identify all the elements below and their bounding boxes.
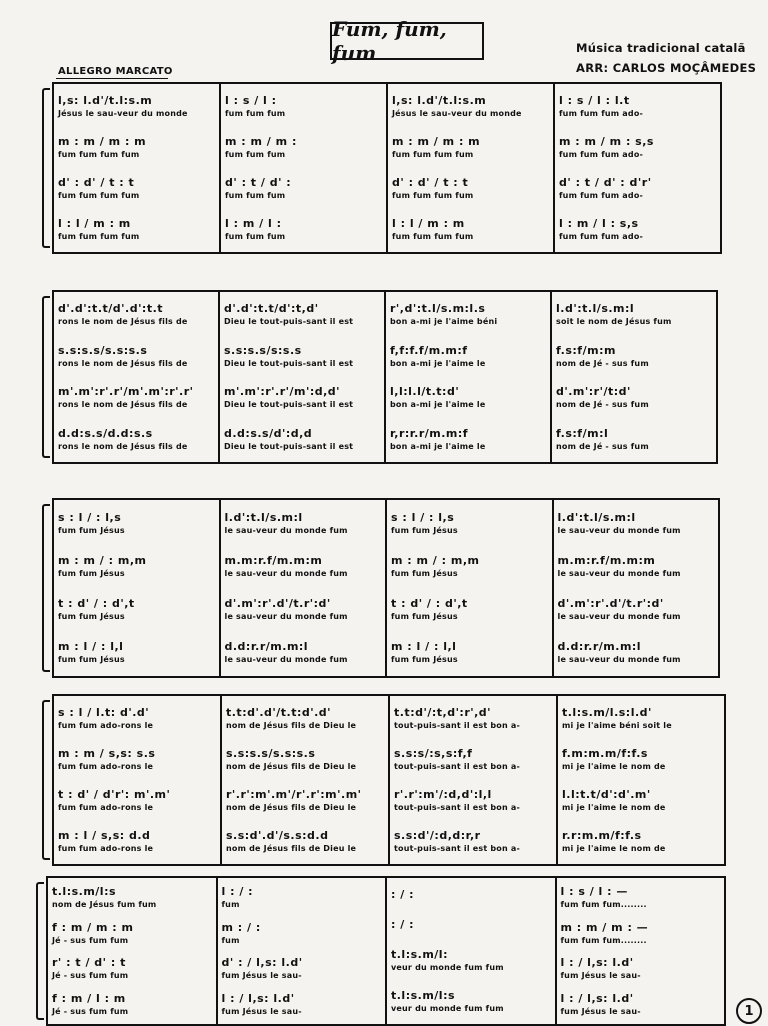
voice-line [562, 788, 720, 813]
solfa-notes: f.m:m.m/f:f.s [562, 747, 648, 760]
voice-line [226, 706, 384, 731]
voice-line [394, 829, 552, 854]
lyrics: fum fum fum fum [392, 232, 474, 241]
voice-line [225, 597, 382, 622]
solfa-notes: s : l / : l,s [391, 511, 455, 524]
solfa-notes: l : / : [221, 885, 254, 899]
voice-line [561, 921, 721, 946]
lyrics: fum fum fum fum [58, 191, 140, 200]
solfa-notes: l : s / l : [225, 94, 277, 107]
solfa-notes: f : m / l : m [52, 991, 126, 1005]
voice-line [58, 427, 214, 452]
voice-line [58, 829, 216, 854]
voice-line [390, 302, 546, 327]
lyrics: tout-puis-sant il est bon a- [394, 721, 520, 730]
lyrics: soit le nom de Jésus fum [556, 317, 672, 327]
lyrics: nom de Jésus fils de Dieu le [226, 844, 357, 853]
solfa-notes: t : d' / : d',t [391, 597, 468, 610]
lyrics: rons le nom de Jésus fils de [58, 400, 188, 410]
lyrics: le sau-veur du monde fum [557, 526, 681, 535]
solfa-notes: t : d' / d'r': m'.m' [58, 788, 171, 801]
lyrics: nom de Jésus fum fum [52, 900, 157, 910]
voice-line [558, 554, 715, 579]
solfa-notes: m : m / : m,m [58, 554, 147, 567]
voice-line [392, 176, 549, 201]
voice-line [58, 302, 214, 327]
voice-line [391, 640, 548, 665]
voice-line [58, 176, 215, 201]
solfa-notes: s : l / l.t: d'.d' [58, 706, 150, 719]
solfa-notes: l.l:t.t/d':d'.m' [562, 788, 651, 801]
voice-line [226, 829, 384, 854]
solfa-notes: r.r:m.m/f:f.s [562, 829, 642, 842]
lyrics: mi je l'aime le nom de [562, 762, 666, 771]
lyrics: nom de Jé - sus fum [556, 358, 649, 368]
lyrics: Dieu le tout-puis-sant il est [224, 441, 354, 451]
lyrics: fum Jésus le sau- [221, 1006, 302, 1016]
voice-line [556, 427, 712, 452]
voice-line [559, 135, 716, 160]
lyrics: Jé - sus fum fum [52, 1006, 129, 1016]
solfa-notes: m : l / : l,l [58, 640, 124, 653]
solfa-notes: d'.m':r'.d'/t.r':d' [557, 597, 664, 610]
lyrics: fum fum fum ado- [559, 232, 644, 241]
lyrics: fum Jésus le sau- [221, 971, 302, 981]
voice-line [224, 427, 380, 452]
voice-line [58, 706, 216, 731]
voice-line [58, 597, 215, 622]
voice-line [559, 94, 716, 119]
system-brace [36, 882, 44, 1020]
voice-line [224, 344, 380, 369]
measure [555, 84, 720, 252]
voice-line [391, 554, 548, 579]
lyrics: fum fum fum fum [392, 150, 474, 159]
lyrics: bon a-mi je l'aime le [390, 358, 486, 368]
solfa-notes: d' : d' / t : t [392, 176, 469, 189]
score-system [52, 498, 720, 678]
voice-line [562, 829, 720, 854]
solfa-notes: t.l:s.m/l:s [52, 885, 117, 899]
lyrics: le sau-veur du monde fum [224, 526, 348, 535]
lyrics: bon a-mi je l'aime le [390, 400, 486, 410]
voice-line [225, 94, 382, 119]
lyrics: fum [221, 935, 240, 945]
lyrics: tout-puis-sant il est bon a- [394, 844, 520, 853]
solfa-notes: r',d':t.l/s.m:l.s [390, 302, 486, 316]
voice-line [58, 511, 215, 536]
solfa-notes: m : m / m : [225, 135, 297, 148]
solfa-notes: m : l / : l,l [391, 640, 457, 653]
lyrics: fum fum fum fum [58, 150, 140, 159]
solfa-notes: t.t:d'.d'/t.t:d'.d' [226, 706, 332, 719]
voice-line [561, 992, 721, 1017]
voice-line [562, 747, 720, 772]
credit-arranger: ARR: CARLOS MOÇÂMEDES [576, 61, 757, 75]
solfa-notes: l : s / l : l.t [559, 94, 630, 107]
solfa-notes: t.l:s.m/l.s:l.d' [562, 706, 652, 719]
lyrics: fum fum ado-rons le [58, 844, 154, 853]
solfa-notes: d' : d' / t : t [58, 176, 135, 189]
measure [221, 84, 388, 252]
solfa-notes: s.s:d'.d'/s.s:d.d [226, 829, 329, 842]
solfa-notes: l : l / m : m [58, 217, 131, 230]
measure [222, 696, 390, 864]
voice-line [222, 921, 382, 946]
voice-line [58, 135, 215, 160]
solfa-notes: d' : / l,s: l.d' [221, 956, 303, 970]
solfa-notes: : / : [391, 918, 414, 931]
solfa-notes: r'.r':m'/:d,d':l,l [394, 788, 492, 801]
lyrics: Jésus le sau-veur du monde [392, 109, 522, 118]
solfa-notes: : / : [391, 888, 414, 901]
voice-line [58, 788, 216, 813]
measure [48, 878, 218, 1024]
solfa-notes: d.d:s.s/d.d:s.s [58, 426, 153, 440]
voice-line [391, 888, 551, 902]
measure [388, 84, 555, 252]
lyrics: fum fum fum [225, 232, 286, 241]
score-system [52, 82, 722, 254]
tempo-marking: ALLEGRO MARCATO [58, 66, 173, 77]
voice-line [222, 956, 382, 981]
lyrics: Jésus le sau-veur du monde [58, 109, 188, 118]
solfa-notes: l : m / l : s,s [559, 217, 639, 230]
voice-line [556, 385, 712, 410]
lyrics: fum fum Jésus [58, 655, 125, 664]
solfa-notes: s.s:s.s/s.s:s.s [58, 343, 148, 357]
lyrics: fum fum Jésus [58, 612, 125, 621]
measure [218, 878, 388, 1024]
voice-line [222, 885, 382, 910]
lyrics: fum fum fum [225, 109, 286, 118]
measure [558, 696, 724, 864]
measure [54, 292, 220, 462]
lyrics: mi je l'aime béni soit le [562, 721, 672, 730]
voice-line [225, 554, 382, 579]
lyrics: nom de Jésus fils de Dieu le [226, 721, 357, 730]
solfa-notes: r,r:r.r/m.m:f [390, 426, 469, 440]
voice-line [390, 344, 546, 369]
solfa-notes: s : l / : l,s [58, 511, 122, 524]
voice-line [52, 956, 212, 981]
measure [54, 500, 221, 676]
voice-line [394, 706, 552, 731]
measure [387, 878, 557, 1024]
lyrics: fum fum Jésus [391, 612, 458, 621]
solfa-notes: d'.d':t.t/d':t,d' [224, 302, 319, 316]
solfa-notes: l.d':t.l/s.m:l [224, 511, 303, 524]
lyrics: fum fum Jésus [391, 526, 458, 535]
solfa-notes: d.d:s.s/d':d,d [224, 426, 313, 440]
solfa-notes: l : / l,s: l.d' [560, 956, 634, 970]
measure [54, 696, 222, 864]
measure [220, 292, 386, 462]
lyrics: mi je l'aime le nom de [562, 803, 666, 812]
voice-line [559, 176, 716, 201]
voice-line [392, 135, 549, 160]
lyrics: Jé - sus fum fum [52, 971, 129, 981]
voice-line [225, 135, 382, 160]
solfa-notes: t.t:d'/:t,d':r',d' [394, 706, 492, 719]
solfa-notes: m.m:r.f/m.m:m [224, 554, 323, 567]
page-number: 1 [736, 998, 762, 1024]
voice-line [224, 385, 380, 410]
voice-line [391, 511, 548, 536]
solfa-notes: m.m:r.f/m.m:m [557, 554, 656, 567]
solfa-notes: m : m / m : — [560, 920, 649, 934]
solfa-notes: d'.m':r'/t:d' [556, 385, 631, 399]
voice-line [390, 427, 546, 452]
lyrics: fum fum fum ado- [559, 109, 644, 118]
solfa-notes: f.s:f/m:l [556, 426, 609, 440]
solfa-notes: l : / l,s: l.d' [221, 991, 295, 1005]
voice-line [391, 948, 551, 973]
lyrics: fum fum ado-rons le [58, 803, 154, 812]
voice-line [58, 94, 215, 119]
solfa-notes: r'.r':m'.m'/r'.r':m'.m' [226, 788, 362, 801]
voice-line [391, 597, 548, 622]
lyrics: fum fum ado-rons le [58, 762, 154, 771]
solfa-notes: m : m / m : m [392, 135, 481, 148]
lyrics: fum fum Jésus [391, 569, 458, 578]
measure [554, 500, 719, 676]
voice-line [225, 176, 382, 201]
lyrics: le sau-veur du monde fum [557, 612, 681, 621]
solfa-notes: m : / : [221, 920, 261, 934]
solfa-notes: r' : t / d' : t [52, 956, 126, 970]
voice-line [52, 921, 212, 946]
voice-line [226, 788, 384, 813]
measure [387, 500, 554, 676]
solfa-notes: l,l:l.l/t.t:d' [390, 385, 460, 399]
system-brace [42, 700, 50, 860]
voice-line [391, 918, 551, 932]
lyrics: fum fum ado-rons le [58, 721, 154, 730]
lyrics: fum fum Jésus [58, 569, 125, 578]
voice-line [558, 511, 715, 536]
solfa-notes: t : d' / : d',t [58, 597, 135, 610]
lyrics: fum [221, 900, 240, 910]
measure [557, 878, 725, 1024]
lyrics: mi je l'aime le nom de [562, 844, 666, 853]
voice-line [58, 217, 215, 242]
lyrics: fum Jésus le sau- [560, 971, 641, 981]
lyrics: fum fum fum ado- [559, 150, 644, 159]
lyrics: fum fum Jésus [58, 526, 125, 535]
lyrics: fum fum fum........ [560, 935, 647, 945]
voice-line [225, 640, 382, 665]
voice-line [58, 554, 215, 579]
lyrics: nom de Jésus fils de Dieu le [226, 803, 357, 812]
lyrics: fum fum fum fum [58, 232, 140, 241]
lyrics: tout-puis-sant il est bon a- [394, 762, 520, 771]
lyrics: fum fum fum [225, 150, 286, 159]
solfa-notes: s.s:s.s/s:s.s [224, 343, 302, 357]
measure [552, 292, 716, 462]
lyrics: Dieu le tout-puis-sant il est [224, 317, 354, 327]
solfa-notes: l : s / l : — [560, 885, 628, 899]
system-brace [42, 504, 50, 672]
voice-line [394, 788, 552, 813]
lyrics: fum fum fum [225, 191, 286, 200]
solfa-notes: l,s: l.d'/t.l:s.m [58, 94, 153, 107]
voice-line [58, 640, 215, 665]
voice-line [52, 885, 212, 910]
voice-line [391, 989, 551, 1014]
solfa-notes: d' : t / d' : d'r' [559, 176, 652, 189]
voice-line [58, 344, 214, 369]
solfa-notes: m : l / s,s: d.d [58, 829, 151, 842]
lyrics: fum fum Jésus [391, 655, 458, 664]
voice-line [58, 747, 216, 772]
lyrics: fum fum fum........ [560, 900, 647, 910]
solfa-notes: l : / l,s: l.d' [560, 991, 634, 1005]
measure [221, 500, 388, 676]
voice-line [394, 747, 552, 772]
lyrics: fum fum fum ado- [559, 191, 644, 200]
tempo-underline [56, 78, 168, 79]
lyrics: bon a-mi je l'aime béni [390, 317, 498, 327]
voice-line [561, 956, 721, 981]
voice-line [225, 217, 382, 242]
lyrics: rons le nom de Jésus fils de [58, 317, 188, 327]
lyrics: le sau-veur du monde fum [557, 569, 681, 578]
lyrics: veur du monde fum fum [391, 1004, 504, 1013]
solfa-notes: m : m / m : m [58, 135, 147, 148]
lyrics: fum Jésus le sau- [560, 1006, 641, 1016]
solfa-notes: m'.m':r'.r'/m'.m':r'.r' [58, 385, 194, 399]
lyrics: le sau-veur du monde fum [224, 655, 348, 664]
voice-line [392, 94, 549, 119]
voice-line [561, 885, 721, 910]
solfa-notes: s.s:s/:s,s:f,f [394, 747, 473, 760]
lyrics: nom de Jé - sus fum [556, 400, 649, 410]
lyrics: Dieu le tout-puis-sant il est [224, 358, 354, 368]
voice-line [559, 217, 716, 242]
credit-origin: Música tradicional catalã [576, 41, 746, 55]
solfa-notes: l.d':t.l/s.m:l [556, 302, 635, 316]
solfa-notes: m : m / s,s: s.s [58, 747, 156, 760]
lyrics: fum fum fum fum [392, 191, 474, 200]
solfa-notes: d.d:r.r/m.m:l [557, 640, 642, 653]
voice-line [222, 992, 382, 1017]
solfa-notes: m'.m':r'.r'/m':d,d' [224, 385, 341, 399]
solfa-notes: f : m / m : m [52, 920, 134, 934]
voice-line [224, 302, 380, 327]
solfa-notes: l : m / l : [225, 217, 282, 230]
system-brace [42, 296, 50, 458]
score-system [52, 694, 726, 866]
lyrics: nom de Jé - sus fum [556, 441, 649, 451]
solfa-notes: s.s:d'/:d,d:r,r [394, 829, 481, 842]
voice-line [392, 217, 549, 242]
solfa-notes: f,f:f.f/m.m:f [390, 343, 468, 357]
voice-line [558, 640, 715, 665]
system-brace [42, 88, 50, 248]
solfa-notes: l,s: l.d'/t.l:s.m [392, 94, 487, 107]
measure [390, 696, 558, 864]
solfa-notes: d' : t / d' : [225, 176, 292, 189]
solfa-notes: s.s:s.s/s.s:s.s [226, 747, 316, 760]
credits-block [576, 38, 756, 78]
lyrics: rons le nom de Jésus fils de [58, 441, 188, 451]
solfa-notes: m : m / m : s,s [559, 135, 654, 148]
voice-line [556, 344, 712, 369]
voice-line [556, 302, 712, 327]
lyrics: Dieu le tout-puis-sant il est [224, 400, 354, 410]
lyrics: le sau-veur du monde fum [224, 569, 348, 578]
solfa-notes: l.d':t.l/s.m:l [557, 511, 636, 524]
lyrics: le sau-veur du monde fum [557, 655, 681, 664]
lyrics: Jé - sus fum fum [52, 935, 129, 945]
solfa-notes: d.d:r.r/m.m:l [224, 640, 309, 653]
voice-line [558, 597, 715, 622]
song-title: Fum, fum, fum [330, 22, 484, 60]
solfa-notes: d'.m':r'.d'/t.r':d' [224, 597, 331, 610]
solfa-notes: m : m / : m,m [391, 554, 480, 567]
voice-line [226, 747, 384, 772]
voice-line [52, 992, 212, 1017]
lyrics: rons le nom de Jésus fils de [58, 358, 188, 368]
solfa-notes: d'.d':t.t/d'.d':t.t [58, 302, 164, 316]
lyrics: nom de Jésus fils de Dieu le [226, 762, 357, 771]
voice-line [225, 511, 382, 536]
voice-line [562, 706, 720, 731]
solfa-notes: t.l:s.m/l:s [391, 989, 456, 1002]
voice-line [58, 385, 214, 410]
solfa-notes: f.s:f/m:m [556, 343, 616, 357]
lyrics: tout-puis-sant il est bon a- [394, 803, 520, 812]
solfa-notes: l : l / m : m [392, 217, 465, 230]
voice-line [390, 385, 546, 410]
score-system [52, 290, 718, 464]
measure [54, 84, 221, 252]
lyrics: veur du monde fum fum [391, 963, 504, 972]
lyrics: bon a-mi je l'aime le [390, 441, 486, 451]
measure [386, 292, 552, 462]
solfa-notes: t.l:s.m/l: [391, 948, 448, 961]
lyrics: le sau-veur du monde fum [224, 612, 348, 621]
score-system [46, 876, 726, 1026]
